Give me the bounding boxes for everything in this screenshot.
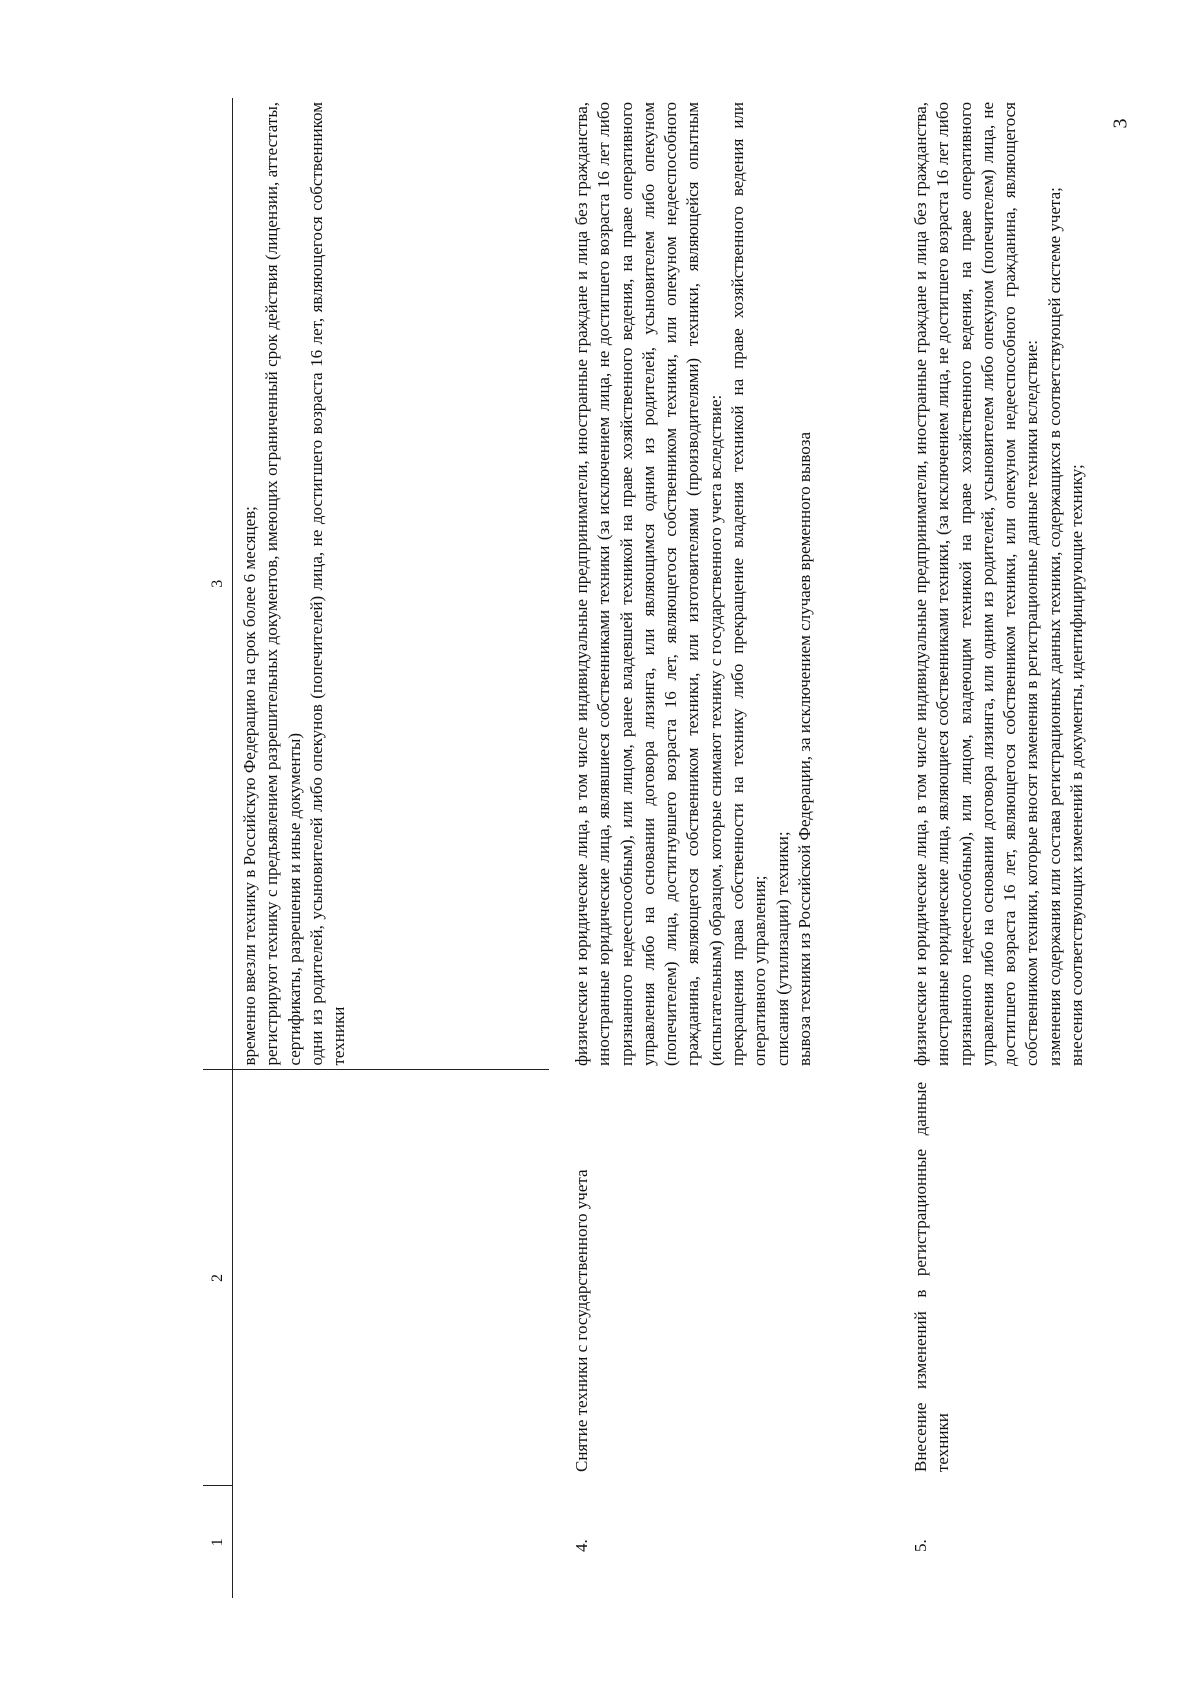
header-col-3: 3 — [203, 98, 233, 1070]
header-col-2: 2 — [203, 1070, 233, 1486]
table-row — [233, 98, 550, 1598]
row-title — [233, 1070, 550, 1486]
applicant-line: регистрируют технику с предъявлением разрешительных документов, имеющих ограниченный срок действия (лицензии, аттестаты, сертификаты, разрешения и иные документы) — [262, 102, 304, 1066]
table-row — [886, 98, 1088, 1598]
services-table — [203, 98, 1088, 1598]
row-applicants — [549, 98, 886, 1070]
applicant-line: прекращения права собственности на технику либо прекращение владения техникой на праве хозяйственного ведения или оперативного управления; — [728, 102, 770, 1066]
row-applicants — [233, 98, 550, 1070]
header-row — [203, 98, 233, 1598]
header-col-1: 1 — [203, 1486, 233, 1598]
row-number: 5. — [911, 1539, 930, 1552]
page-number: 3 — [1109, 118, 1132, 129]
row-number — [233, 1486, 550, 1598]
applicant-line: временно ввезли технику в Российскую Федерацию на срок более 6 месяцев; — [240, 506, 259, 1066]
table-row — [549, 98, 886, 1598]
row-title: Снятие техники с государственного учета — [572, 1169, 591, 1472]
applicant-line: физические и юридические лица, в том числе индивидуальные предприниматели, иностранные граждане и лица без гражданства, иностранные юридические лица, являющиеся собственниками техники, (за исключением лица, не достигшего возраста 16 лет либо признанного недееспособным), или лицом, владеющим техникой на праве хозяйственного ведения, на праве оперативного управления либо на основании договора лизинга, или одним из родителей, усыновителем либо опекуном (попечителем) лица, не достигшего возраста 16 лет, являющегося собственником техники, или опекуном недееспособного гражданина, являющегося собственником техники, которые вносят изменения в регистрационные данные техники вследствие: — [911, 102, 1042, 1066]
applicant-line: физические и юридические лица, в том числе индивидуальные предприниматели, иностранные граждане и лица без гражданства, иностранные юридические лица, являвшиеся собственниками техники (за исключением лица, не достигшего возраста 16 лет либо признанного недееспособным), или лицом, ранее владевшей техникой на праве хозяйственного ведения, на праве оперативного управления либо на основании договора лизинга, или являющимся одним из родителей, усыновителем либо опекуном (попечителем) лица, достигнувшего возраста 16 лет, являющегося собственником техники, или опекуном недееспособного гражданина, являющегося собственником техники, или изготовителями (производителями) техники, являющейся опытным (испытательным) образцом, которые снимают технику с государственного учета вследствие: — [572, 102, 725, 1066]
applicant-line: одни из родителей, усыновителей либо опекунов (попечителей) лица, не достигшего возраста 16 лет, являющегося собственником техники — [306, 102, 349, 1066]
row-title: Внесение изменений в регистрационные данные техники — [911, 1082, 953, 1472]
document-table-rotated — [203, 98, 1148, 1598]
row-number: 4. — [572, 1539, 591, 1552]
applicant-line: вывоза техники из Российской Федерации, за исключением случаев временного вывоза — [794, 431, 814, 1066]
applicant-line: изменения содержания или состава регистрационных данных техники, содержащихся в соответствующей системе учета; — [1044, 187, 1064, 1066]
row-applicants — [886, 98, 1088, 1070]
applicant-line: списания (утилизации) техники; — [772, 831, 792, 1066]
applicant-line: внесения соответствующих изменений в документы, идентифицирующие технику; — [1067, 464, 1087, 1066]
